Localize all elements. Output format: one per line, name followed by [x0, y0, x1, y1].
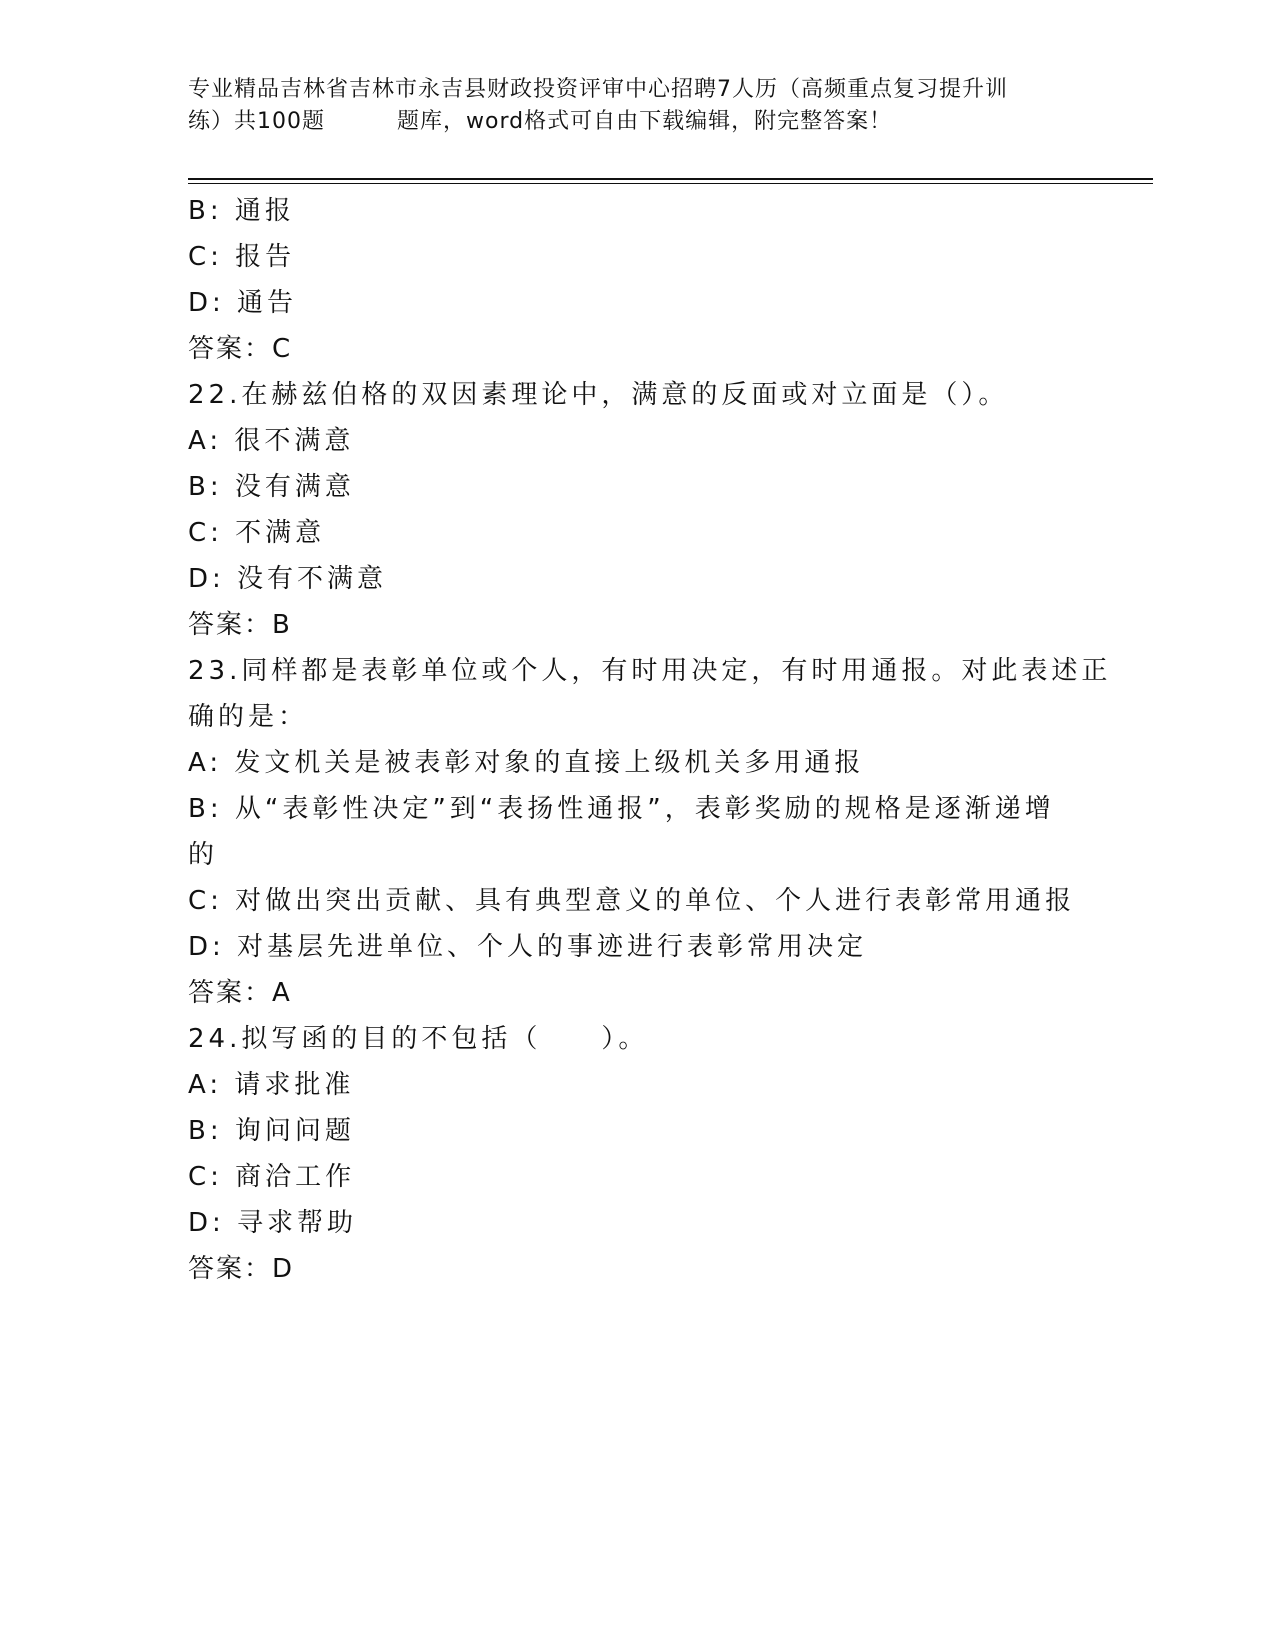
option-b: B: 通报	[188, 196, 295, 226]
header-line-2-part-b: 题库，word格式可自由下载编辑，附完整答案！	[397, 109, 893, 134]
option-c: C: 不满意	[188, 518, 326, 548]
question-block-24	[188, 1016, 1088, 1292]
header-line-1: 专业精品吉林省吉林市永吉县财政投资评审中心招聘7人历（高频重点复习提升训	[188, 77, 1008, 102]
option-c: C: 报告	[188, 242, 296, 272]
header-divider-thick	[188, 178, 1153, 180]
question-block-22	[188, 372, 1088, 648]
answer: 答案：A	[188, 978, 292, 1008]
question-text: 24.拟写函的目的不包括（ ）。	[188, 1024, 649, 1054]
header-line-2	[188, 106, 1088, 138]
option-d: D: 寻求帮助	[188, 1208, 358, 1238]
question-list	[188, 188, 1112, 1292]
option-b: B: 没有满意	[188, 472, 355, 502]
option-b-line-2: 的	[188, 840, 219, 870]
option-a: A: 请求批准	[188, 1070, 355, 1100]
option-d: D: 对基层先进单位、个人的事迹进行表彰常用决定	[188, 932, 868, 962]
option-d: D: 通告	[188, 288, 298, 318]
answer: 答案：B	[188, 610, 292, 640]
document-header	[188, 74, 1088, 138]
answer: 答案：C	[188, 334, 293, 364]
question-text: 22.在赫兹伯格的双因素理论中，满意的反面或对立面是（）。	[188, 380, 1009, 410]
option-c: C: 对做出突出贡献、具有典型意义的单位、个人进行表彰常用通报	[188, 886, 1076, 916]
question-block-21	[188, 188, 1088, 372]
header-line-2-part-a: 练）共100题	[188, 109, 325, 134]
question-text-line-2: 确的是：	[188, 702, 309, 732]
option-a: A: 很不满意	[188, 426, 355, 456]
option-a: A: 发文机关是被表彰对象的直接上级机关多用通报	[188, 748, 865, 778]
question-text-line-1: 23.同样都是表彰单位或个人，有时用决定，有时用通报。对此表述正	[188, 656, 1112, 686]
answer: 答案：D	[188, 1254, 295, 1284]
option-c: C: 商洽工作	[188, 1162, 356, 1192]
option-d: D: 没有不满意	[188, 564, 388, 594]
question-block-23	[188, 648, 1112, 1016]
option-b-line-1: B: 从“表彰性决定”到“表扬性通报”，表彰奖励的规格是逐渐递增	[188, 794, 1055, 824]
option-b: B: 询问问题	[188, 1116, 355, 1146]
header-divider-thin	[188, 183, 1153, 184]
